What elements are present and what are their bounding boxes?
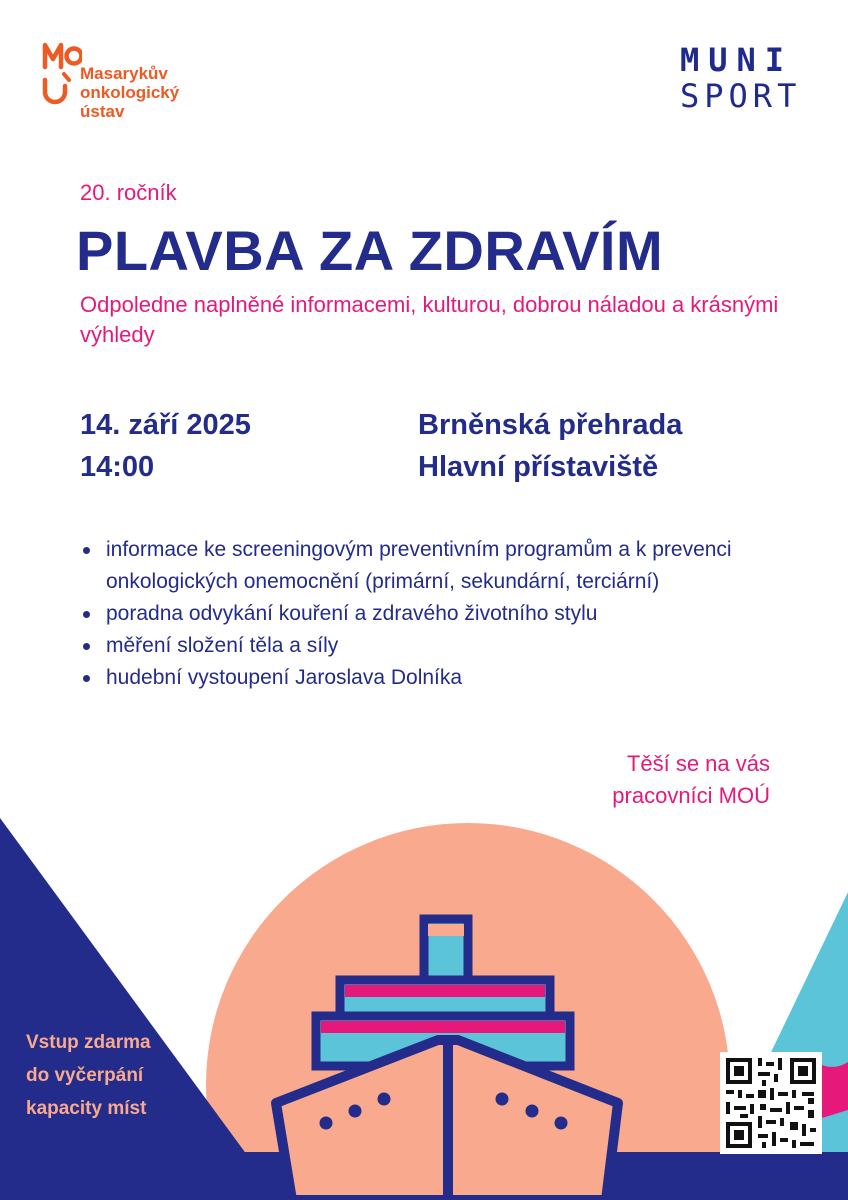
program-item: hudební vystoupení Jaroslava Dolníka [80,662,780,694]
admission-line: Vstup zdarma [26,1032,151,1053]
event-time: 14:00 [80,451,155,483]
closing-line: pracovníci MOÚ [612,783,770,808]
event-subtitle: Odpoledne naplněné informacemi, kulturou, dobrou náladou a krásnými výhledy [80,292,779,347]
admission-line: do vyčerpání [26,1065,144,1086]
event-place: Brněnská přehrada [418,409,683,441]
admission-line: kapacity míst [26,1098,147,1119]
program-list [80,534,780,694]
program-item: informace ke screeningovým preventivním programům a k prevenci onkologických onemocnění (primární, sekundární, terciární) [80,534,780,598]
event-where [418,404,682,488]
admission-note [26,1026,151,1125]
program-item: měření složení těla a síly [80,630,780,662]
mou-logo-name [80,64,179,121]
event-date: 14. září 2025 [80,409,251,441]
edition-label: 20. ročník [80,180,177,205]
event-title: PLAVBA ZA ZDRAVÍM [76,219,664,282]
mou-logo-mark [42,40,82,106]
closing-line: Těší se na vás [626,751,770,776]
muni-logo-line2: SPORT [680,77,802,115]
event-place-detail: Hlavní přístaviště [418,451,659,483]
qr-code[interactable] [720,1052,822,1154]
mou-name-line: ústav [80,102,125,121]
mou-name-line: onkologický [80,83,180,102]
mou-name-line: Masarykův [80,64,168,83]
event-when [80,404,251,488]
program-item: poradna odvykání kouření a zdravého životního stylu [80,598,780,630]
muni-logo-line1: MUNI [680,41,794,79]
